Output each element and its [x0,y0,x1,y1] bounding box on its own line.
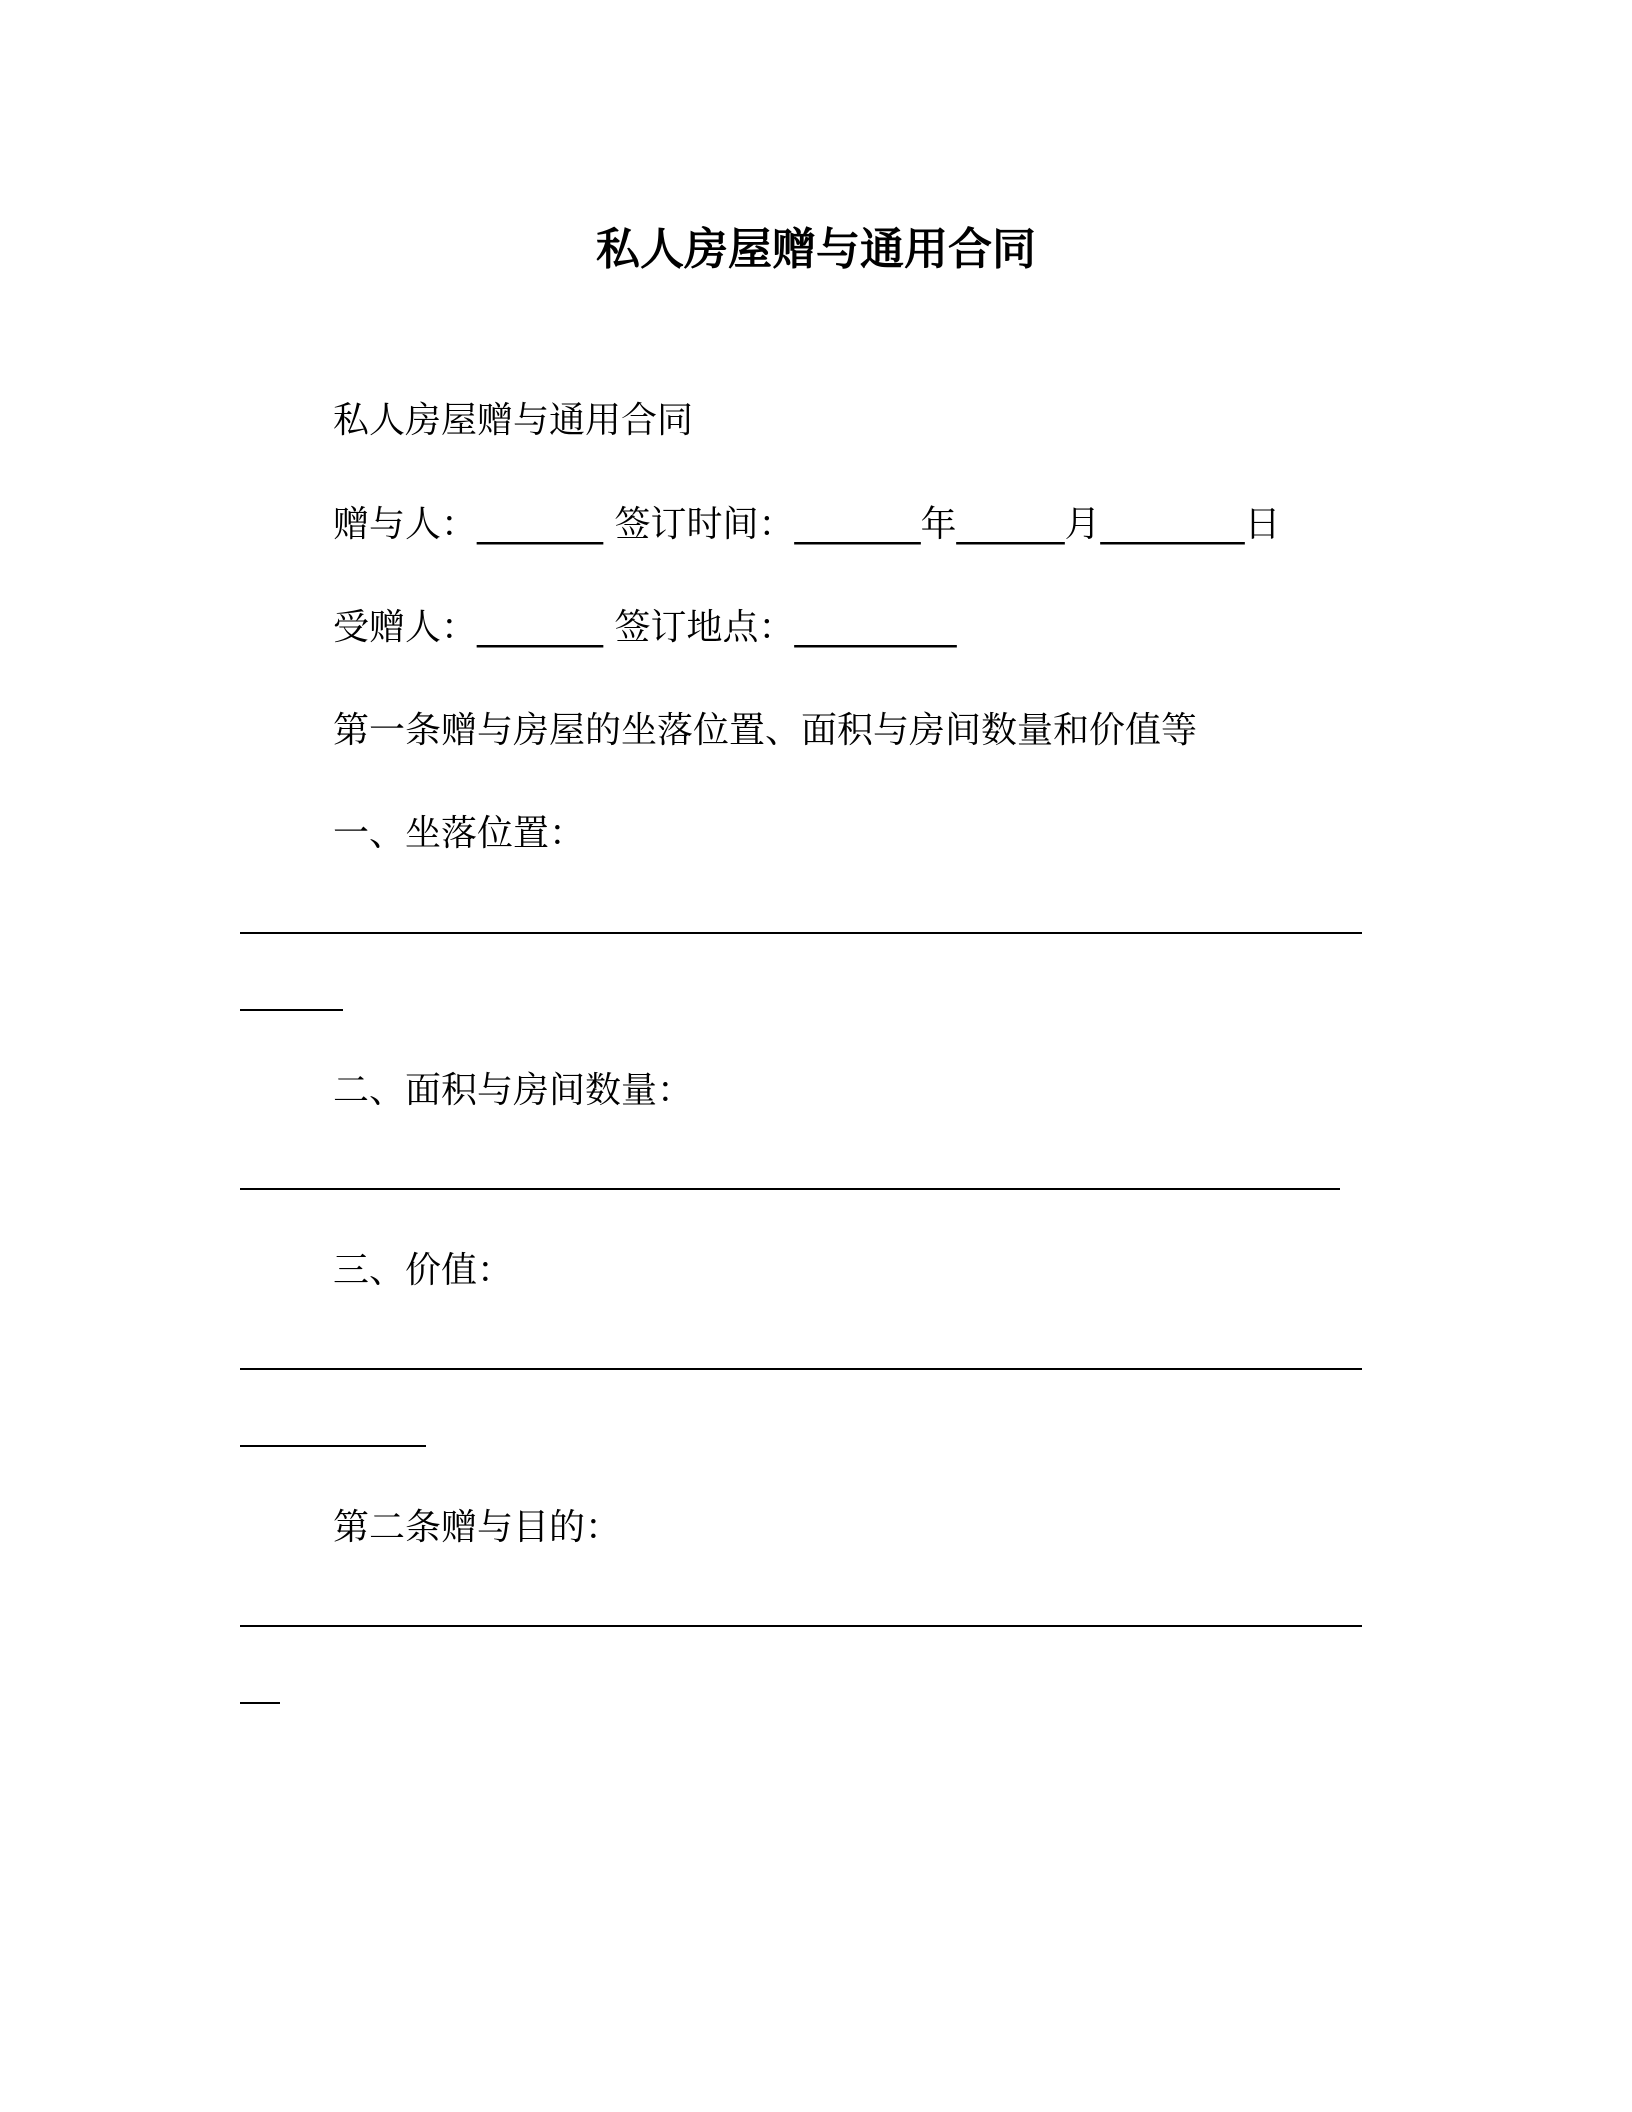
item-1-label: 一、坐落位置： [333,813,586,854]
article-1-heading: 第一条赠与房屋的坐落位置、面积与房间数量和价值等 [333,710,1198,751]
donee-line: 受赠人：_______ 签订地点：_________ [333,607,957,648]
donor-line: 赠与人：_______ 签订时间：_______年______月________日 [333,504,1281,545]
document-subtitle: 私人房屋赠与通用合同 [333,400,694,441]
area-blank-line [240,1188,1340,1190]
item-3-label: 三、价值： [333,1250,514,1291]
article-2-heading: 第二条赠与目的： [333,1507,622,1548]
value-blank-line [240,1368,1362,1370]
purpose-blank-line [240,1625,1362,1627]
document-title: 私人房屋赠与通用合同 [596,224,1036,275]
purpose-blank-line-continued [240,1702,280,1704]
location-blank-line-continued [240,1009,343,1011]
location-blank-line [240,932,1362,934]
value-blank-line-continued [240,1445,426,1447]
item-2-label: 二、面积与房间数量： [333,1070,694,1111]
